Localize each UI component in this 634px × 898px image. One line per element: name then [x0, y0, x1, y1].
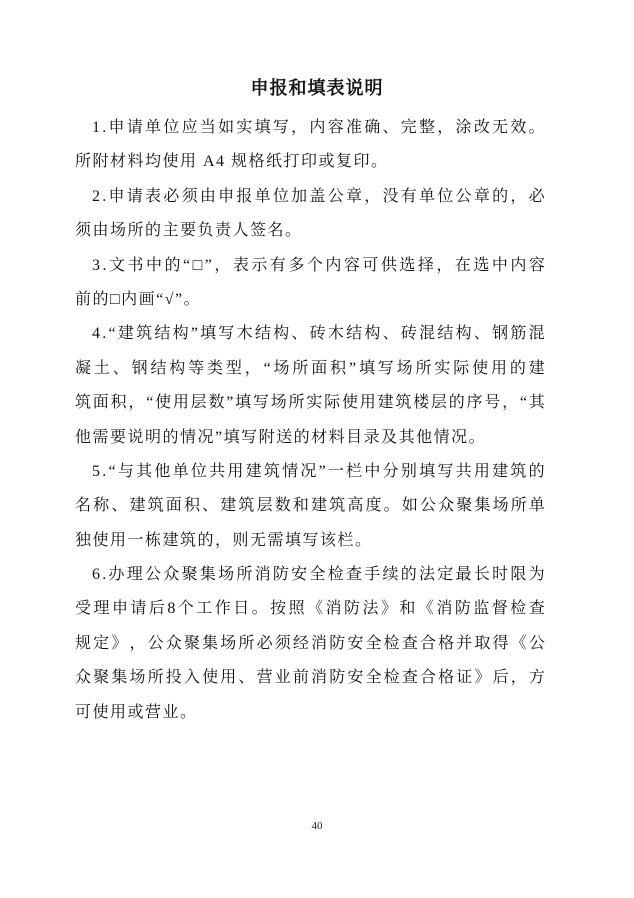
instruction-paragraph	[75, 111, 545, 180]
instruction-line: 筑 面 积 ， “ 使 用 层 数 ” 填 写 场 所 实 际 使 用 建 筑 楼 层 的 序 号 ， “ 其	[75, 394, 545, 412]
instruction-line: 众 聚 集 场 所 投 入 使 用 、 营 业 前 消 防 安 全 检 查 合 格 证 》 后 ， 方	[75, 669, 545, 687]
page-title: 申报和填表说明	[250, 78, 384, 98]
instruction-line: 2 . 申 请 表 必 须 由 申 报 单 位 加 盖 公 章 ， 没 有 单 位 公 章 的 ， 必	[92, 187, 545, 205]
instruction-line: 规 定 》 ， 公 众 聚 集 场 所 必 须 经 消 防 安 全 检 查 合 格 并 取 得 《 公	[75, 634, 545, 652]
instruction-line: 凝 土 、 钢 结 构 等 类 型 ， “ 场 所 面 积 ” 填 写 场 所 实 际 使 用 的 建	[75, 359, 545, 377]
instruction-line: 名 称 、 建 筑 面 积 、 建 筑 层 数 和 建 筑 高 度 。 如 公 众 聚 集 场 所 单	[75, 497, 545, 515]
page-number: 40	[311, 820, 323, 832]
instruction-paragraph	[75, 249, 545, 318]
instruction-line: 独使用一栋建筑的，则无需填写该栏。	[75, 531, 373, 549]
instructions-list	[75, 111, 545, 730]
instruction-line: 5 . “ 与 其 他 单 位 共 用 建 筑 情 况 ” 一 栏 中 分 别 填 写 共 用 建 筑 的	[92, 462, 545, 480]
instruction-line: 6 . 办 理 公 众 聚 集 场 所 消 防 安 全 检 查 手 续 的 法 定 最 长 时 限 为	[92, 566, 545, 584]
instruction-line: 须由场所的主要负责人签名。	[75, 222, 303, 240]
instruction-line: 1 . 申 请 单 位 应 当 如 实 填 写 ， 内 容 准 确 、 完 整 ， 涂 改 无 效 。	[92, 119, 545, 136]
instruction-line: 所附材料均使用 A4 规格纸打印或复印。	[75, 153, 389, 171]
instruction-paragraph	[75, 180, 545, 249]
instruction-line: 4 . “ 建 筑 结 构 ” 填 写 木 结 构 、 砖 木 结 构 、 砖 混 结 构 、 钢 筋 混	[92, 325, 545, 343]
instruction-line: 他需要说明的情况”填写附送的材料目录及其他情况。	[75, 428, 487, 446]
instruction-line: 受 理 申 请 后 8 个 工 作 日 。 按 照 《 消 防 法 》 和 《 消 防 监 督 检 查	[75, 600, 545, 618]
instruction-line: 3 . 文 书 中 的 “ □ ” ， 表 示 有 多 个 内 容 可 供 选 择 ， 在 选 中 内 容	[92, 256, 545, 274]
instruction-line: 前的□内画“√”。	[75, 290, 202, 308]
instruction-paragraph	[75, 317, 545, 455]
instruction-paragraph	[75, 455, 545, 558]
instruction-line: 可使用或营业。	[75, 703, 198, 721]
instruction-paragraph	[75, 558, 545, 730]
